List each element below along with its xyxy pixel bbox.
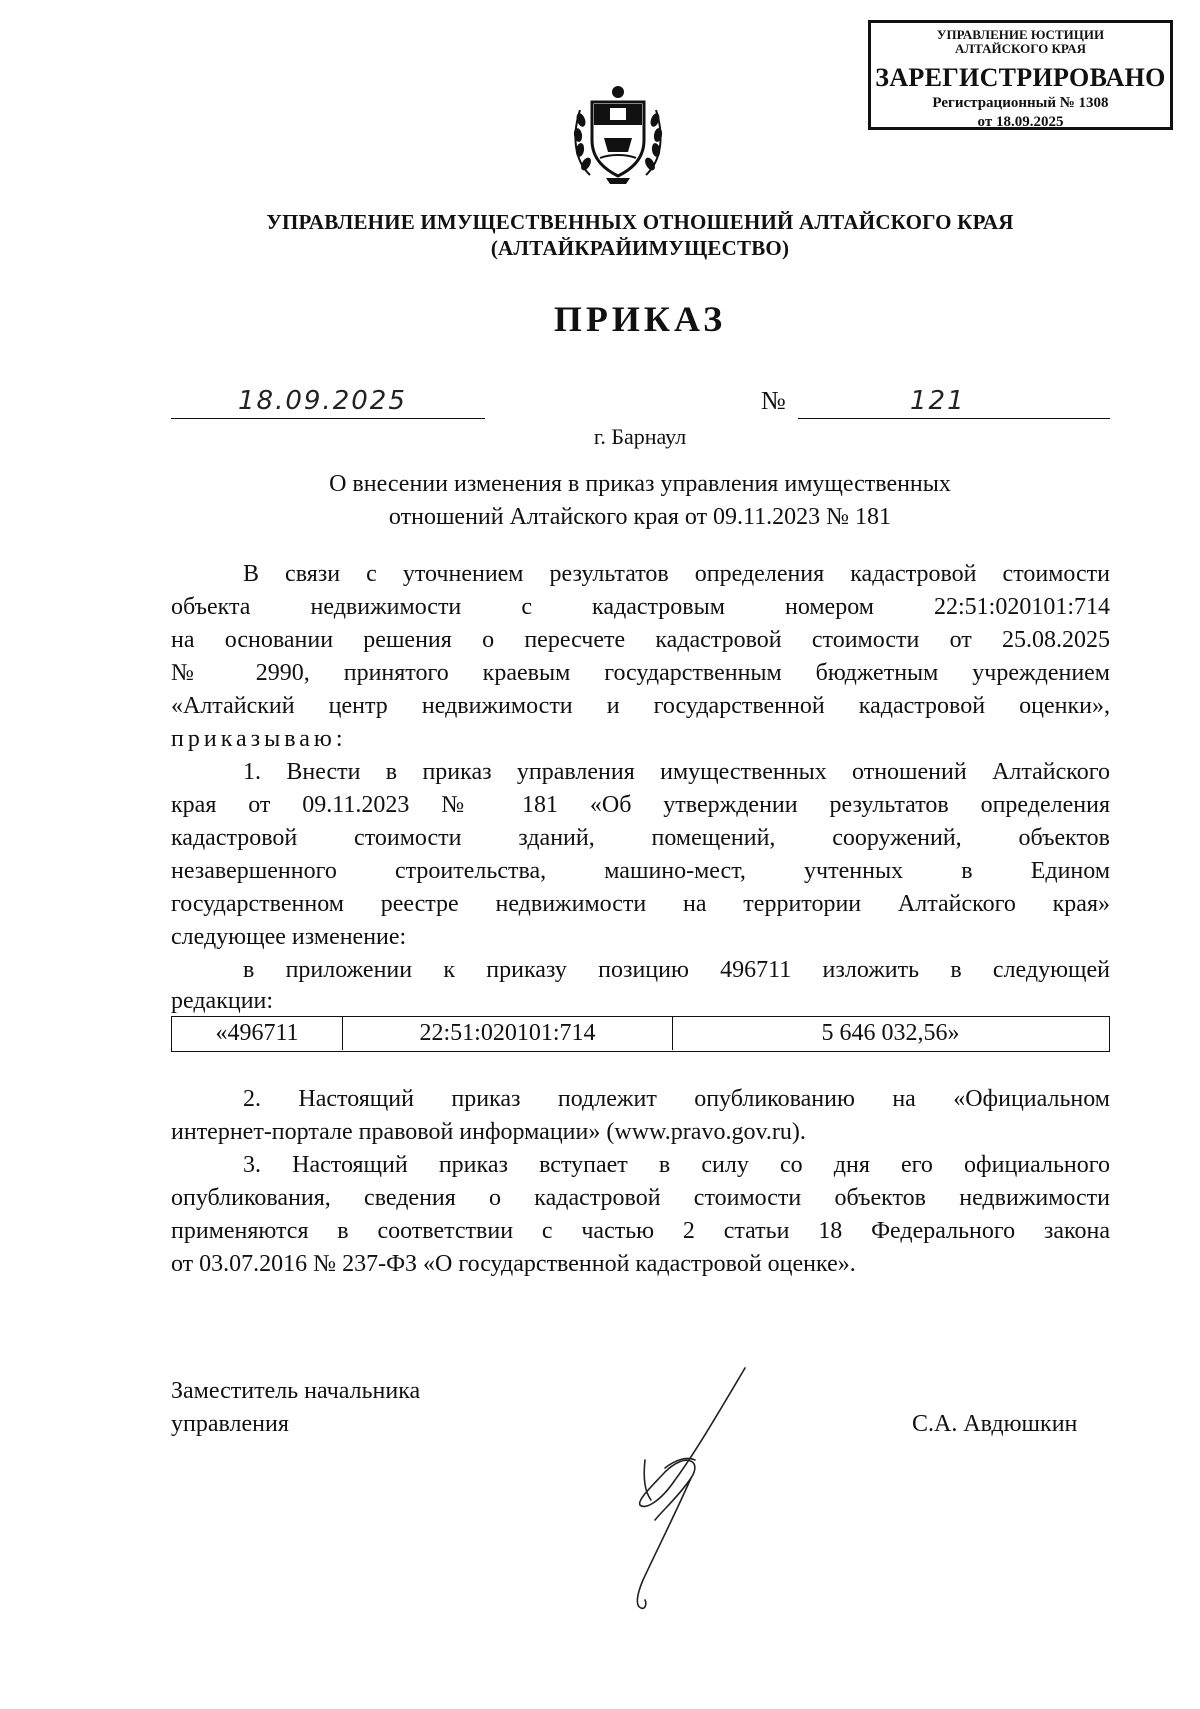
number-sign: № — [761, 386, 786, 415]
item3-line: опубликования, сведения о кадастровой стоимости объектов недвижимости — [171, 1185, 1110, 1211]
handwritten-date: 18.09.2025 — [238, 386, 407, 416]
item1-last-line: следующее изменение: — [171, 924, 407, 950]
item2-line: интернет-портале правовой информации» (www.pravo.gov.ru). — [171, 1119, 806, 1145]
stamp-org-line2: АЛТАЙСКОГО КРАЯ — [955, 41, 1086, 56]
signer-position-line1: Заместитель начальника — [171, 1378, 421, 1404]
preamble-line: № 2990, принятого краевым государственным бюджетным учреждением — [171, 660, 1110, 686]
table-cell-cadastral-number: 22:51:020101:714 — [343, 1017, 673, 1050]
org-short-name: (АЛТАЙКРАЙИМУЩЕСТВО) — [490, 236, 790, 260]
stamp-reg-date: от 18.09.2025 — [977, 114, 1064, 130]
document-title: ПРИКАЗ — [553, 299, 727, 339]
registration-stamp — [868, 20, 1173, 130]
item1-line: края от 09.11.2023 № 181 «Об утверждении результатов определения — [171, 792, 1110, 818]
item1-line: государственном реестре недвижимости на территории Алтайского края» — [171, 891, 1110, 917]
coat-of-arms-icon — [570, 80, 666, 190]
subject-line1: О внесении изменения в приказ управления имущественных — [329, 471, 951, 497]
subject-line2: отношений Алтайского края от 09.11.2023 № 181 — [388, 504, 892, 530]
appendix-last-line: редакции: — [171, 988, 274, 1014]
stamp-reg-number: Регистрационный № 1308 — [932, 95, 1109, 111]
signer-name: С.А. Авдюшкин — [912, 1411, 1078, 1437]
handwritten-number: 121 — [910, 386, 966, 416]
order-word: приказываю: — [171, 726, 347, 752]
handwritten-signature-icon — [605, 1360, 765, 1615]
item2-line: 2. Настоящий приказ подлежит опубликованию на «Официальном — [243, 1086, 1110, 1112]
item1-line: 1. Внести в приказ управления имущественных отношений Алтайского — [243, 759, 1110, 785]
stamp-status: ЗАРЕГИСТРИРОВАНО — [875, 63, 1166, 92]
position-table — [171, 1016, 1110, 1052]
preamble-line: объекта недвижимости с кадастровым номером 22:51:020101:714 — [171, 594, 1110, 620]
number-underline — [798, 418, 1110, 419]
preamble-line: на основании решения о пересчете кадастровой стоимости от 25.08.2025 — [171, 627, 1110, 653]
signer-position-line2: управления — [171, 1411, 289, 1437]
stamp-org-line1: УПРАВЛЕНИЕ ЮСТИЦИИ — [936, 27, 1105, 42]
item1-line: незавершенного строительства, машино-мест, учтенных в Едином — [171, 858, 1110, 884]
item1-line: кадастровой стоимости зданий, помещений, сооружений, объектов — [171, 825, 1110, 851]
item3-line: 3. Настоящий приказ вступает в силу со дня его официального — [243, 1152, 1110, 1178]
table-cell-position: «496711 — [172, 1017, 343, 1050]
item3-last-line: от 03.07.2016 № 237-ФЗ «О государственной кадастровой оценке». — [171, 1251, 856, 1277]
item3-line: применяются в соответствии с частью 2 статьи 18 Федерального закона — [171, 1218, 1110, 1244]
city: г. Барнаул — [593, 424, 687, 449]
preamble-line: В связи с уточнением результатов определения кадастровой стоимости — [243, 561, 1110, 587]
table-cell-value: 5 646 032,56» — [821, 1020, 960, 1046]
date-underline — [171, 418, 485, 419]
preamble-line: «Алтайский центр недвижимости и государственной кадастровой оценки», — [171, 693, 1110, 719]
org-name: УПРАВЛЕНИЕ ИМУЩЕСТВЕННЫХ ОТНОШЕНИЙ АЛТАЙСКОГО КРАЯ — [266, 210, 1014, 234]
appendix-line: в приложении к приказу позицию 496711 изложить в следующей — [243, 957, 1110, 983]
